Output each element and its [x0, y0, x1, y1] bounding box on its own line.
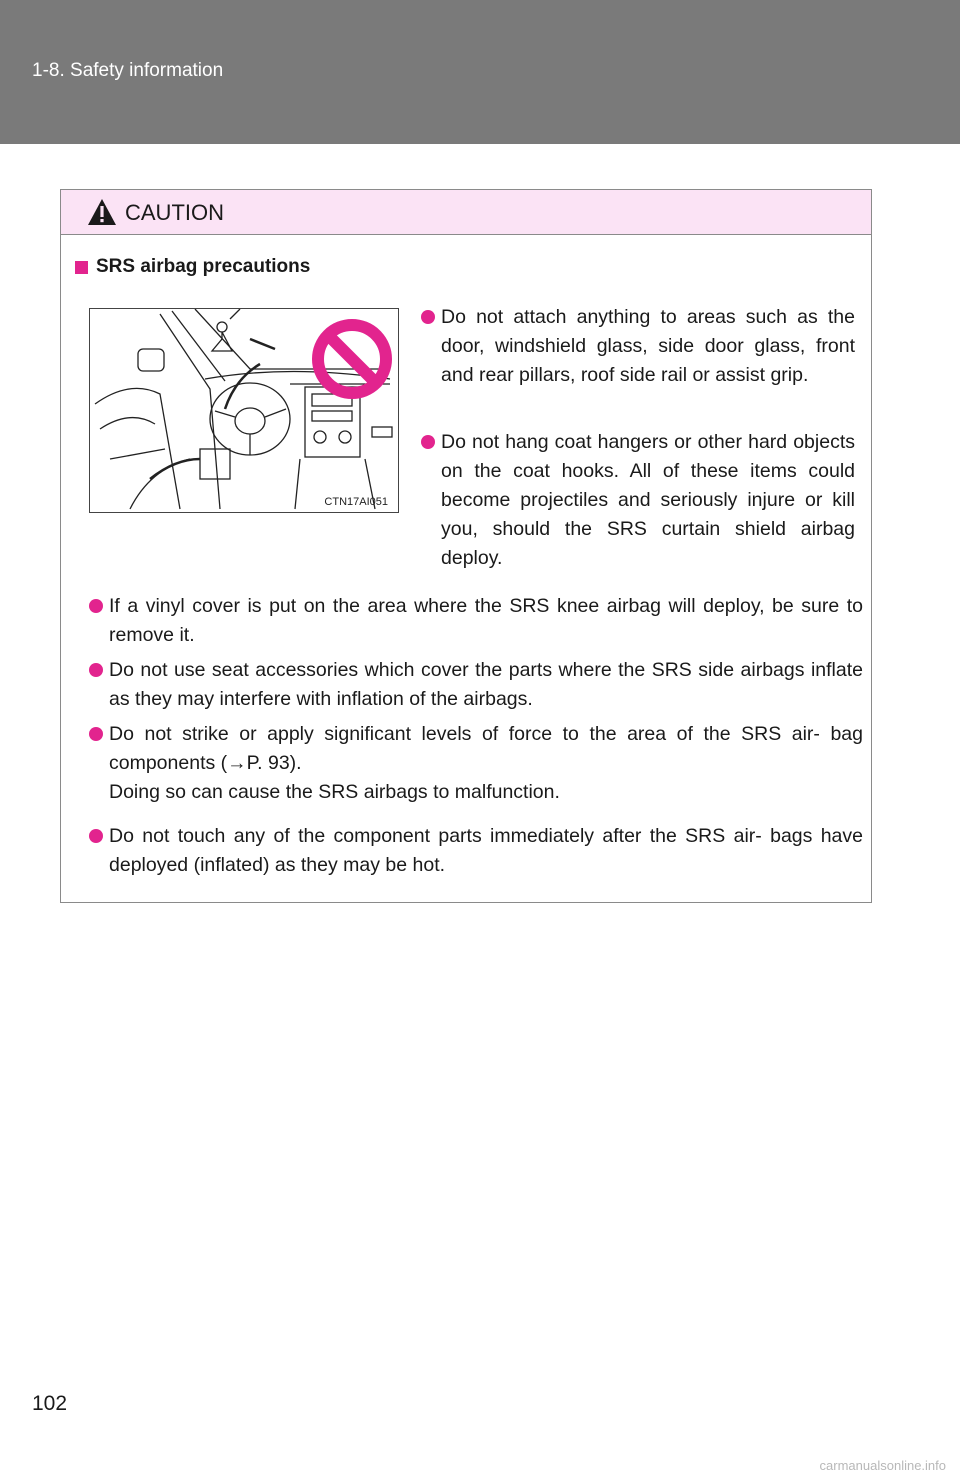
figure-code: CTN17AI051: [324, 496, 388, 508]
section-title: 1-8. Safety information: [32, 60, 224, 81]
square-bullet-icon: [75, 261, 88, 274]
bullet-note: Doing so can cause the SRS airbags to malfunction.: [109, 781, 560, 803]
bullet-item: Do not strike or apply significant levels of force to the area of the SRS air- bag components (→P. 93). Doing so can cause the SRS airbags to malfunction.: [89, 720, 863, 807]
warning-triangle-icon: [87, 198, 117, 226]
bullet-item: Do not attach anything to areas such as the door, windshield glass, side door glass, front and rear pillars, roof side rail or assist grip.: [421, 303, 855, 390]
caution-box: [60, 189, 872, 903]
bullet-dot-icon: [421, 435, 435, 449]
page-header: [0, 0, 960, 144]
bullet-dot-icon: [421, 310, 435, 324]
bullet-dot-icon: [89, 663, 103, 677]
heading-text: SRS airbag precautions: [96, 256, 311, 277]
watermark: carmanualsonline.info: [819, 1458, 946, 1473]
bullet-item: Do not hang coat hangers or other hard objects on the coat hooks. All of these items could become projectiles and seriously injure or kill you, should the SRS curtain shield airbag deploy.: [421, 428, 855, 573]
page-number: 102: [32, 1392, 68, 1415]
caution-header: [61, 190, 871, 235]
airbag-illustration: [89, 308, 399, 513]
caution-title: CAUTION: [125, 200, 224, 225]
bullet-item: Do not use seat accessories which cover the parts where the SRS side airbags inflate as they may interfere with inflation of the airbags.: [89, 656, 863, 714]
bullet-dot-icon: [89, 829, 103, 843]
bullet-item: Do not touch any of the component parts immediately after the SRS air- bags have deployed (inflated) as they may be hot.: [89, 822, 863, 880]
dashboard-drawing-icon: [90, 309, 399, 513]
section-heading: [75, 256, 310, 278]
bullet-dot-icon: [89, 727, 103, 741]
bullet-item: If a vinyl cover is put on the area where the SRS knee airbag will deploy, be sure to remove it.: [89, 592, 863, 650]
bullet-dot-icon: [89, 599, 103, 613]
